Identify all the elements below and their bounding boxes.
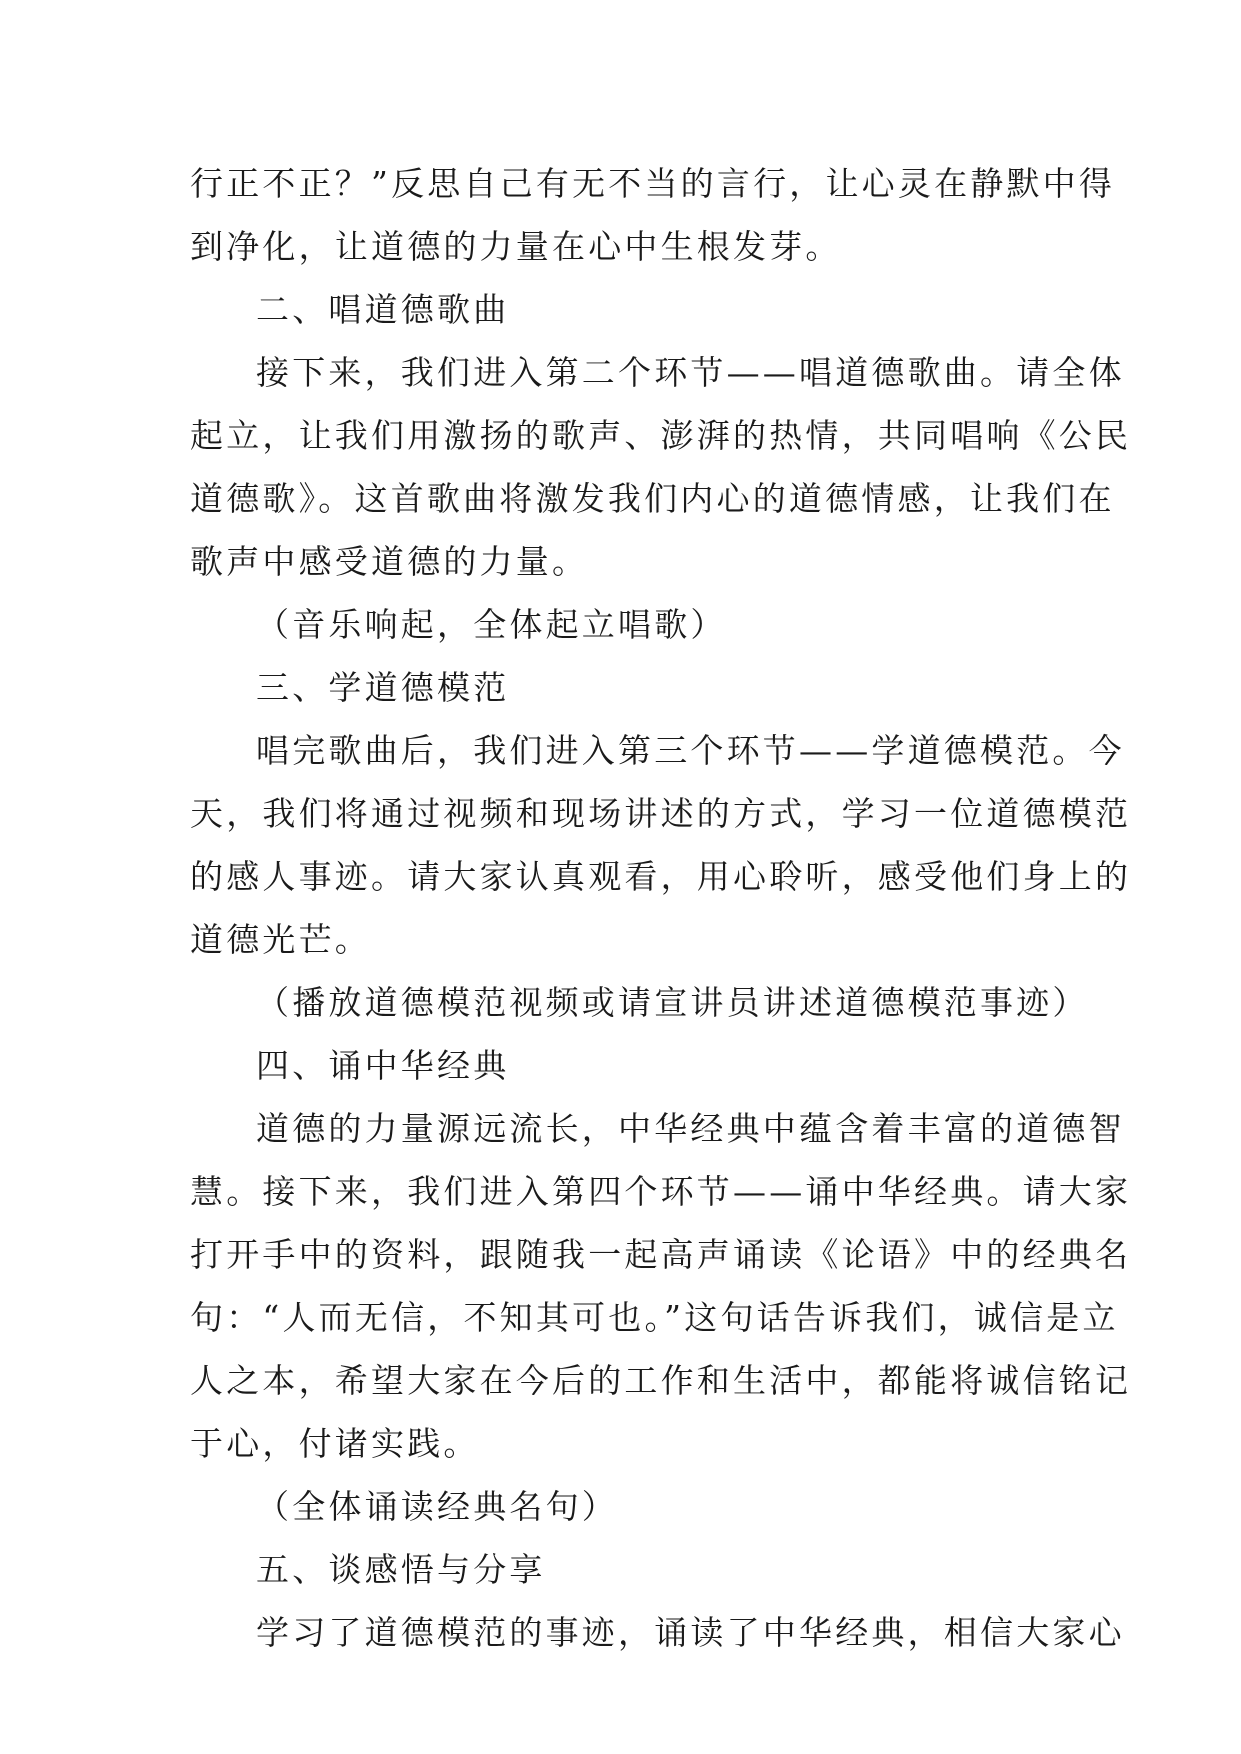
paragraph-first-line: 接下来，我们进入第二个环节——唱道德歌曲。请全体: [256, 353, 1125, 392]
section-heading: 五、谈感悟与分享: [256, 1550, 546, 1589]
section-heading: 四、诵中华经典: [256, 1046, 510, 1085]
text-line: 道德歌》。这首歌曲将激发我们内心的道德情感，让我们在: [190, 479, 1115, 518]
text-line: 的感人事迹。请大家认真观看，用心聆听，感受他们身上的: [190, 857, 1132, 896]
text-line: 歌声中感受道德的力量。: [190, 542, 589, 581]
paragraph-first-line: 道德的力量源远流长，中华经典中蕴含着丰富的道德智: [256, 1109, 1125, 1148]
text-line: 人之本，希望大家在今后的工作和生活中，都能将诚信铭记: [190, 1361, 1132, 1400]
section-heading: 二、唱道德歌曲: [256, 290, 510, 329]
text-line: 到净化，让道德的力量在心中生根发芽。: [190, 227, 842, 266]
stage-note: （音乐响起，全体起立唱歌）: [256, 605, 727, 644]
text-line: 道德光芒。: [190, 920, 371, 959]
text-line: 天，我们将通过视频和现场讲述的方式，学习一位道德模范: [190, 794, 1132, 833]
text-line: 慧。接下来，我们进入第四个环节——诵中华经典。请大家: [190, 1172, 1132, 1211]
stage-note: （全体诵读经典名句）: [256, 1487, 618, 1526]
text-line: 于心，付诸实践。: [190, 1424, 480, 1463]
text-line: 行正不正？”反思自己有无不当的言行，让心灵在静默中得: [190, 164, 1116, 203]
text-line: 起立，让我们用激扬的歌声、澎湃的热情，共同唱响《公民: [190, 416, 1132, 455]
stage-note: （播放道德模范视频或请宣讲员讲述道德模范事迹）: [256, 983, 1089, 1022]
paragraph-first-line: 学习了道德模范的事迹，诵读了中华经典，相信大家心: [256, 1613, 1125, 1652]
text-line: 句：“人而无信，不知其可也。”这句话告诉我们，诚信是立: [190, 1298, 1119, 1337]
document-body: [190, 152, 1132, 1664]
section-heading: 三、学道德模范: [256, 668, 510, 707]
paragraph-first-line: 唱完歌曲后，我们进入第三个环节——学道德模范。今: [256, 731, 1125, 770]
text-line: 打开手中的资料，跟随我一起高声诵读《论语》中的经典名: [190, 1235, 1132, 1274]
